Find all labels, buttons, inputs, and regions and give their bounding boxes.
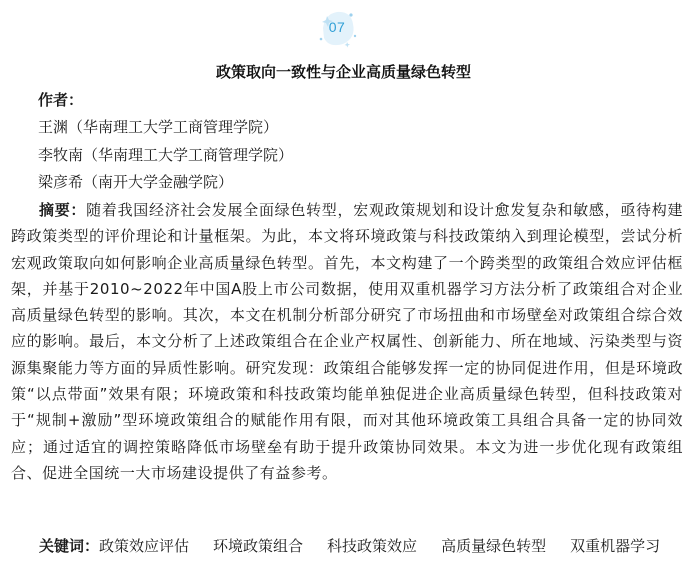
- authors-label: 作者：: [38, 91, 84, 109]
- keyword: 双重机器学习: [570, 537, 661, 555]
- keywords-label: 关键词：: [39, 537, 100, 555]
- abstract-label: 摘要：: [39, 201, 87, 219]
- author-line: 梁彦希（南开大学金融学院）: [38, 173, 234, 191]
- section-number: 07: [328, 19, 346, 35]
- keyword: 科技政策效应: [327, 537, 418, 555]
- author-line: 李牧南（华南理工大学工商管理学院）: [38, 146, 294, 164]
- author-line: 王渊（华南理工大学工商管理学院）: [38, 118, 279, 136]
- keyword: 环境政策组合: [213, 537, 304, 555]
- article-title: 政策取向一致性与企业高质量绿色转型: [215, 63, 471, 81]
- keyword: 高质量绿色转型: [441, 537, 547, 555]
- section-badge: [313, 6, 361, 50]
- keyword: 政策效应评估: [99, 537, 190, 555]
- abstract-text: 随着我国经济社会发展全面绿色转型，宏观政策规划和设计愈发复杂和敏感，亟待构建跨政策类型的评价理论和计量框架。为此，本文将环境政策与科技政策纳入到理论模型，尝试分析宏观政策取向如何影响企业高质量绿色转型。首先，本文构建了一个跨类型的政策组合效应评估框架，并基于2010~2022年中国A股上市公司数据，使用双重机器学习方法分析了政策组合对企业高质量绿色转型的影响。其次，本文在机制分析部分研究了市场扭曲和市场壁垒对政策组合综合效应的影响。最后，本文分析了上述政策组合在企业产权属性、创新能力、所在地域、污染类型与资源集聚能力等方面的异质性影响。研究发现：政策组合能够发挥一定的协同促进作用，但是环境政策“以点带面”效果有限；环境政策和科技政策均能单独促进企业高质量绿色转型，但科技政策对于“规制+激励”型环境政策组合的赋能作用有限，而对其他环境政策工具组合具备一定的协同效应；通过适宜的调控策略降低市场壁垒有助于提升政策协同效果。本文为进一步优化现有政策组合、促进全国统一大市场建设提供了有益参考。: [11, 201, 683, 482]
- keywords-line: [11, 533, 683, 559]
- abstract-paragraph: [11, 197, 683, 486]
